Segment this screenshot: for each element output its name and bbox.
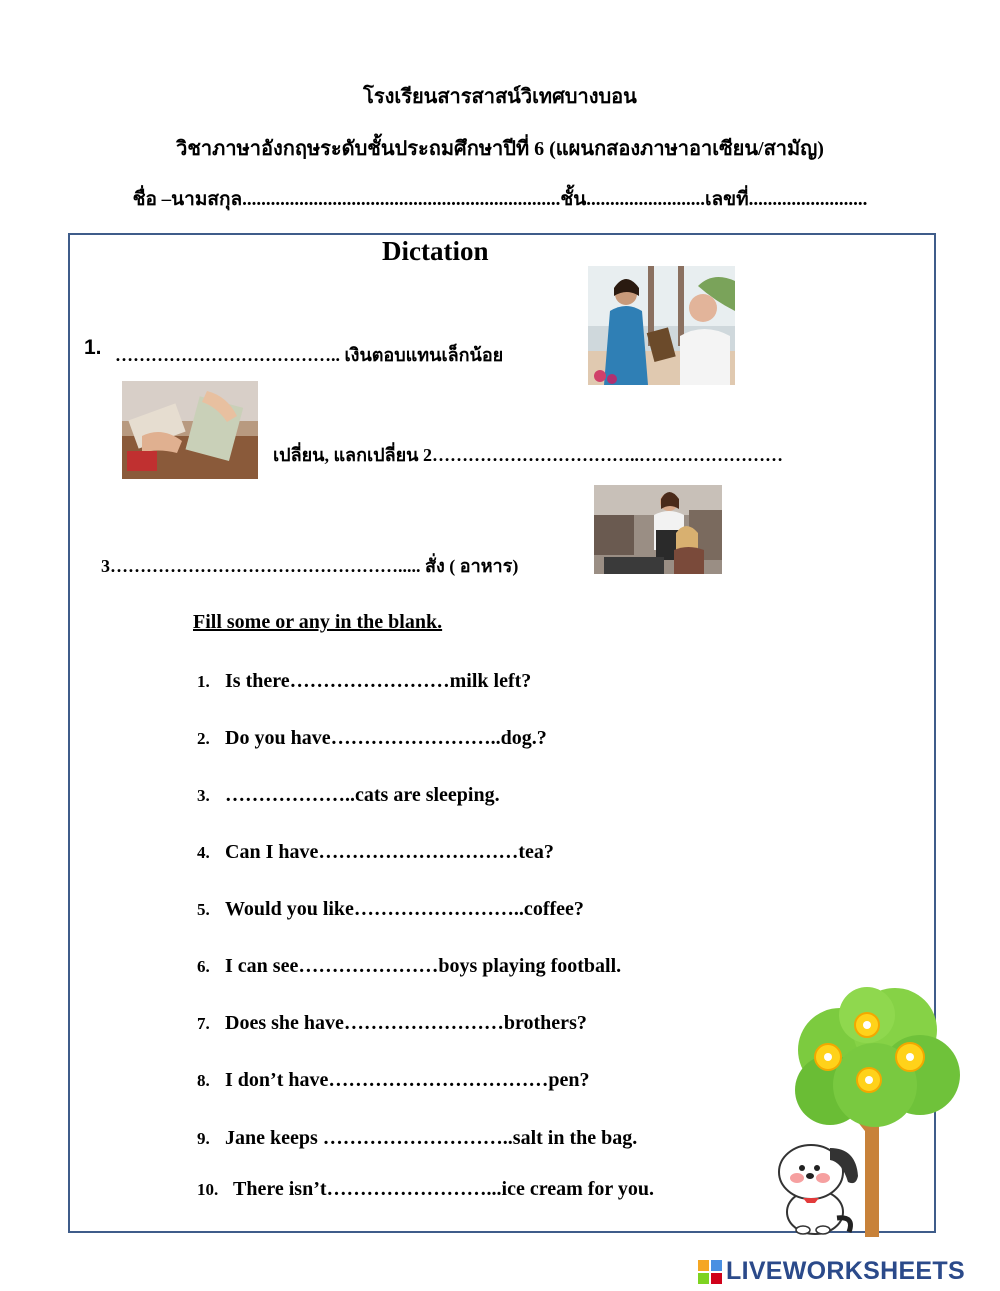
exercise-instruction: Fill some or any in the blank. xyxy=(193,611,443,633)
question-text: Jane keeps ………………………..salt in the bag. xyxy=(225,1127,638,1149)
question-number: 8. xyxy=(197,1071,210,1090)
question-text: I can see…………………boys playing football. xyxy=(225,955,622,977)
question-9 xyxy=(197,1127,637,1150)
tip-photo xyxy=(588,266,735,385)
liveworksheets-text: LIVEWORKSHEETS xyxy=(726,1257,965,1285)
question-5 xyxy=(197,898,584,921)
question-text: Is there……………………milk left? xyxy=(225,670,532,692)
question-8 xyxy=(197,1069,589,1092)
question-10 xyxy=(197,1178,654,1201)
question-text: ………………..cats are sleeping. xyxy=(225,784,500,806)
question-text: Can I have…………………………tea? xyxy=(225,841,554,863)
question-text: Would you like……………………..coffee? xyxy=(225,898,584,920)
liveworksheets-logo[interactable] xyxy=(698,1258,998,1286)
question-1 xyxy=(197,670,531,693)
question-number: 6. xyxy=(197,957,210,976)
question-6 xyxy=(197,955,621,978)
question-number: 2. xyxy=(197,729,210,748)
dictation-title: Dictation xyxy=(382,236,489,266)
dictation-item3-text: 3…………………………………………..... สั่ง ( อาหาร) xyxy=(101,556,519,576)
dictation-item1-number: 1. xyxy=(84,336,102,359)
school-name: โรงเรียนสารสาสน์วิเทศบางบอน xyxy=(363,86,637,108)
question-number: 4. xyxy=(197,843,210,862)
question-3 xyxy=(197,784,500,807)
student-info-line: ชื่อ –นามสกุล...................................................................ชั้น.........................เลขที่......................... xyxy=(132,189,868,210)
dog-illustration xyxy=(775,1140,865,1235)
question-text: Does she have……………………brothers? xyxy=(225,1012,587,1034)
subject-line: วิชาภาษาอังกฤษระดับชั้นประถมศึกษาปีที่ 6 (แผนกสองภาษาอาเซียน/สามัญ) xyxy=(176,138,824,160)
dictation-item1-text: ……………………………….. เงินตอบแทนเล็กน้อย xyxy=(115,345,504,365)
question-number: 9. xyxy=(197,1129,210,1148)
question-number: 1. xyxy=(197,672,210,691)
dictation-item2-text: เปลี่ยน, แลกเปลี่ยน 2……………………………..…………………… xyxy=(273,445,783,465)
question-7 xyxy=(197,1012,587,1035)
order-photo xyxy=(594,485,722,574)
liveworksheets-icon xyxy=(698,1260,722,1284)
question-text: I don’t have……………………………pen? xyxy=(225,1069,590,1091)
question-4 xyxy=(197,841,554,864)
question-text: There isn’t……………………...ice cream for you. xyxy=(233,1178,655,1200)
question-number: 7. xyxy=(197,1014,210,1033)
question-2 xyxy=(197,727,547,750)
question-number: 10. xyxy=(197,1180,219,1199)
exchange-photo xyxy=(122,381,258,479)
question-number: 3. xyxy=(197,786,210,805)
question-number: 5. xyxy=(197,900,210,919)
question-text: Do you have……………………..dog.? xyxy=(225,727,547,749)
